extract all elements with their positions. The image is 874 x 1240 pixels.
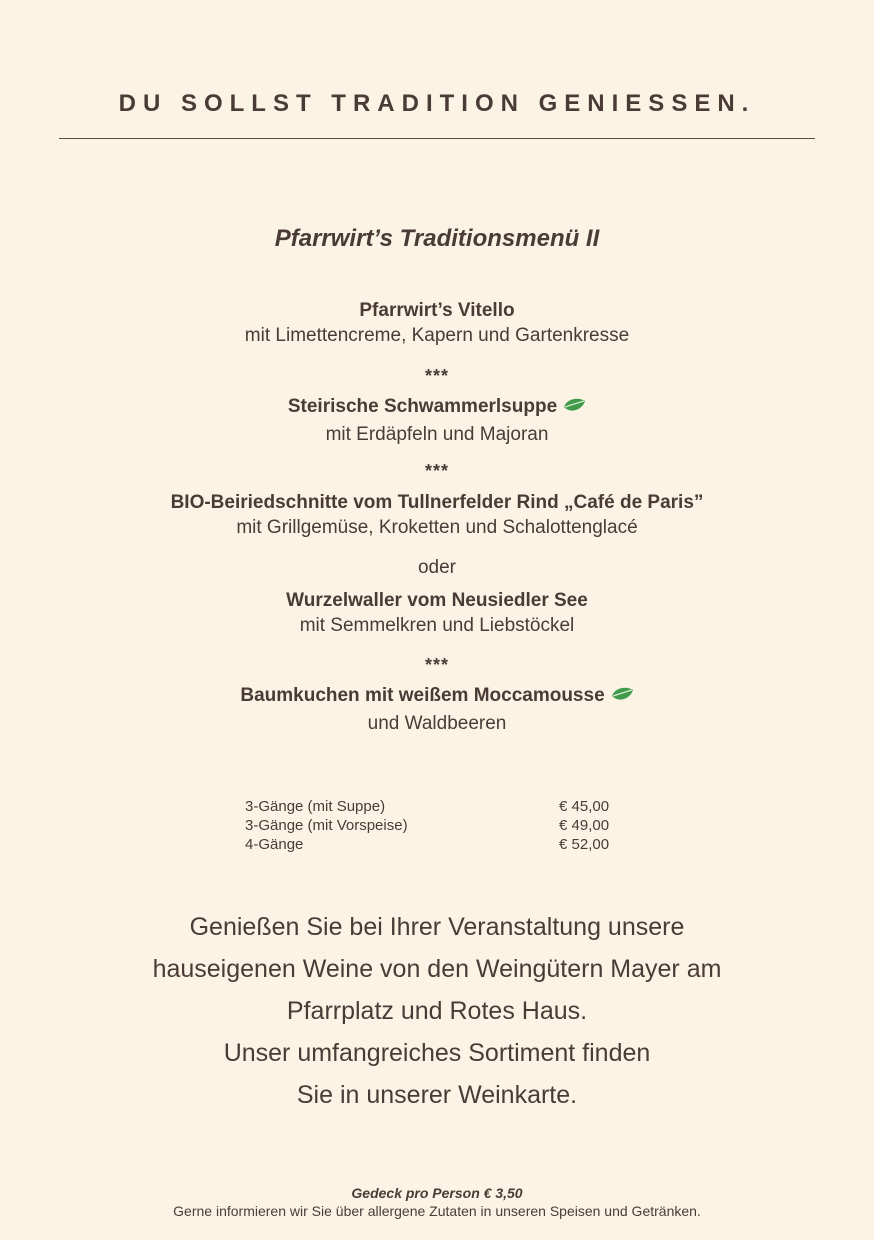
wine-line: Sie in unserer Weinkarte. — [296, 1081, 578, 1109]
course-item — [0, 298, 874, 348]
price-label: 3-Gänge (mit Suppe) — [245, 798, 386, 815]
course-item — [0, 683, 874, 736]
menu-title: Pfarrwirt’s Traditionsmenü II — [274, 225, 600, 252]
leaf-icon — [562, 397, 586, 422]
page-header: DU SOLLST TRADITION GENIESSEN. — [118, 90, 756, 117]
course-name: Steirische Schwammerlsuppe — [287, 396, 558, 417]
course-name: BIO-Beiriedschnitte vom Tullnerfelder Rind „Café de Paris” — [170, 492, 704, 513]
price-label: 4-Gänge — [245, 836, 304, 853]
course-separator: *** — [424, 461, 449, 481]
course-description: und Waldbeeren — [367, 713, 507, 734]
price-row — [245, 835, 625, 854]
course-description: mit Limettencreme, Kapern und Gartenkresse — [244, 325, 630, 346]
leaf-icon — [610, 686, 634, 711]
allergen-note: Gerne informieren wir Sie über allergene Zutaten in unseren Speisen und Getränken. — [173, 1203, 701, 1219]
course-name: Baumkuchen mit weißem Moccamousse — [240, 685, 605, 706]
course-item — [0, 490, 874, 540]
wine-line: Unser umfangreiches Sortiment finden — [223, 1039, 651, 1067]
price-label: 3-Gänge (mit Vorspeise) — [245, 817, 408, 834]
price-amount: € 45,00 — [559, 798, 610, 815]
price-amount: € 52,00 — [559, 836, 610, 853]
cover-charge: Gedeck pro Person € 3,50 — [351, 1185, 523, 1201]
course-description: mit Erdäpfeln und Majoran — [325, 424, 549, 445]
course-separator: *** — [424, 366, 449, 386]
or-label: oder — [417, 557, 457, 578]
price-row — [245, 797, 625, 816]
course-item — [0, 588, 874, 638]
header-divider — [59, 138, 815, 139]
wine-line: Genießen Sie bei Ihrer Veranstaltung unsere — [189, 913, 685, 941]
price-row — [245, 816, 625, 835]
course-description: mit Semmelkren und Liebstöckel — [299, 615, 575, 636]
wine-paragraph — [0, 906, 874, 1116]
price-amount: € 49,00 — [559, 817, 610, 834]
course-item — [0, 394, 874, 447]
wine-line: Pfarrplatz und Rotes Haus. — [286, 997, 588, 1025]
course-name: Pfarrwirt’s Vitello — [359, 300, 515, 321]
course-description: mit Grillgemüse, Kroketten und Schalottenglacé — [236, 517, 638, 538]
course-name: Wurzelwaller vom Neusiedler See — [286, 590, 588, 611]
price-list — [245, 797, 625, 854]
wine-line: hauseigenen Weine von den Weingütern Mayer am — [152, 955, 722, 983]
course-separator: *** — [424, 655, 449, 675]
